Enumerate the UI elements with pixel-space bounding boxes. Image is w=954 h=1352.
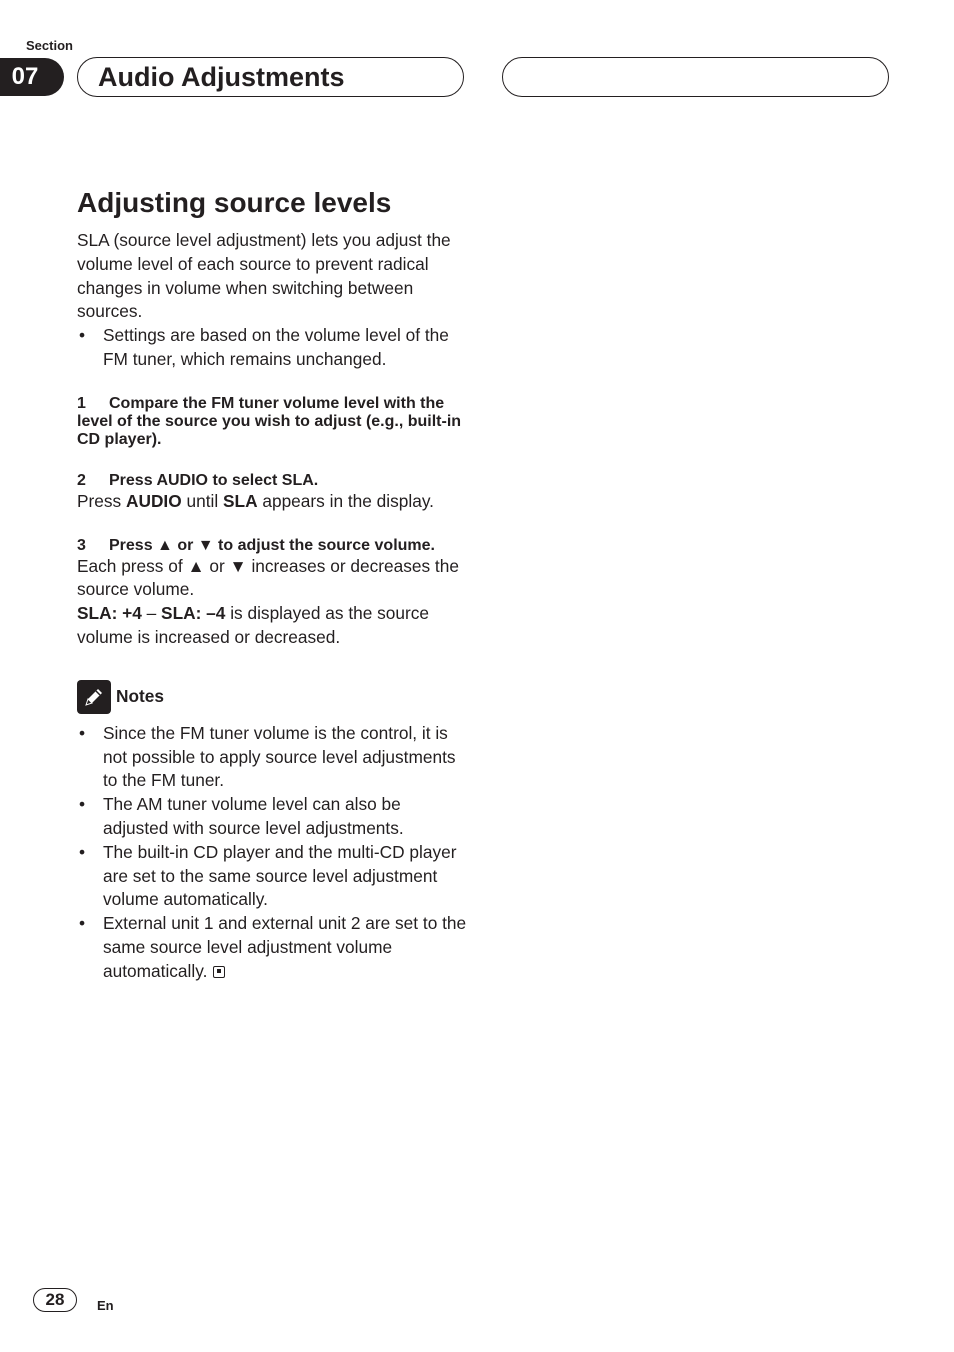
note-item: • The AM tuner volume level can also be adjusted with source level adjustments. <box>77 793 467 841</box>
intro-paragraph: SLA (source level adjustment) lets you adjust the volume level of each source to prevent radical changes in volume when switching between sources. <box>77 230 451 322</box>
pencil-icon <box>77 680 111 714</box>
note-item: • Since the FM tuner volume is the control, it is not possible to apply source level adjustments to the FM tuner. <box>77 722 467 793</box>
step-3-body: Each press of ▲ or ▼ increases or decreases the source volume. <box>77 555 459 600</box>
header-blank-pill <box>502 57 889 97</box>
section-number-badge: 07 <box>0 58 64 96</box>
step-text: Press AUDIO to select SLA. <box>109 471 319 489</box>
step-text: Press ▲ or ▼ to adjust the source volume. <box>109 536 435 554</box>
main-content <box>77 185 467 984</box>
sla-display-label: SLA <box>222 490 258 511</box>
step-number: 1 <box>77 394 86 412</box>
step-2-body: Press AUDIO until SLA appears in the display. <box>77 490 434 511</box>
note-item: • External unit 1 and external unit 2 are set to the same source level adjustment volume automatically. <box>77 912 467 983</box>
step-3-range: SLA: +4 – SLA: –4 is displayed as the source volume is increased or decreased. <box>77 603 430 647</box>
intro-bullet: • Settings are based on the volume level of the FM tuner, which remains unchanged. <box>77 324 467 372</box>
step-2-heading <box>77 472 467 490</box>
notes-header <box>77 680 467 714</box>
notes-title: Notes <box>116 686 165 707</box>
chapter-title: Audio Adjustments <box>77 57 464 97</box>
note-item: • The built-in CD player and the multi-CD player are set to the same source level adjustment volume automatically. <box>77 841 467 912</box>
step-1-heading <box>77 395 467 449</box>
section-label: Section <box>26 38 73 53</box>
step-number: 3 <box>77 536 86 554</box>
audio-button-label: AUDIO <box>125 490 182 511</box>
step-number: 2 <box>77 471 86 489</box>
page-number: 28 <box>33 1288 77 1312</box>
page-title: Adjusting source levels <box>77 187 392 218</box>
language-label: En <box>97 1298 114 1313</box>
end-of-section-icon <box>213 966 225 978</box>
step-3-heading <box>77 537 467 555</box>
step-text: Compare the FM tuner volume level with the level of the source you wish to adjust (e.g., built-in CD player). <box>77 394 462 448</box>
